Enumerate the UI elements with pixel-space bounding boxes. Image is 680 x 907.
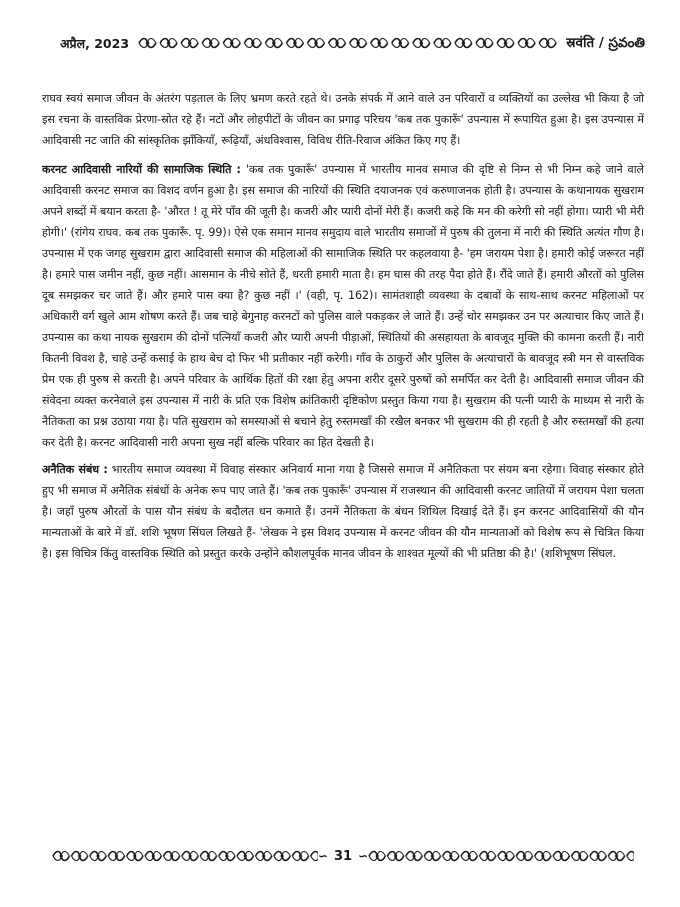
paragraph-immoral-relations (42, 459, 644, 564)
swirl-left-icon: ∽ (317, 849, 328, 863)
issue-date: अप्रैल, 2023 (60, 35, 130, 51)
paragraph-women-status-text: 'कब तक पुकारूँ' उपन्यास में भारतीय मानव समाज की दृष्टि से निम्न से भी निम्न कहे जाने वाले आदिवासी करनट समाज का विशद वर्णन हुआ है। इस समाज की नारियों की स्थिति दयाजनक एवं करुणाजनक होती है। उपन्यास के कथानायक सुखराम अपने शब्दों में बयान करता है- 'औरत ! तू मेरे पाँव की जूती है। कजरी और प्यारी दोनों मेरी हैं। कजरी कहे कि मन की करेगी सो नहीं होगा। प्यारी भी मेरी होगी।' (रांगेय राघव. कब तक पुकारूँ. पृ. 99)। ऐसे एक समान मानव समुदाय वाले भारतीय समाजों में पुरुष की तुलना में नारी की स्थिति अत्यंत गौण है। उपन्यास में एक जगह सुखराम द्वारा आदिवासी समाज की महिलाओं की सामाजिक स्थिति पर कहलवाया है- 'हम जरायम पेशा है। हमारी कोई जरूरत नहीं है। हमारे पास जमीन नहीं, कुछ नहीं। आसमान के नीचे सोते हैं, धरती हमारी माता है। हम घास की तरह पैदा होते हैं। रौंदे जाते हैं। हमारी औरतों को पुलिस दूब समझकर चर जाते हैं। और हमारे पास क्या है? कुछ नहीं ।' (वही, पृ. 162)। सामंतशाही व्यवस्था के दबावों के साथ-साथ करनट महिलाओं पर अधिकारी वर्ग खुले आम शोषण करते हैं। जब चाहे बेगुनाह करनटों को पुलिस वाले पकड़कर ले जाते हैं। उन्हें चोर समझकर उन पर अत्याचार किए जाते हैं। उपन्यास का कथा नायक सुखराम की दोनों पत्नियाँ कजरी और प्यारी अपनी पीड़ाओं, स्थितियों की असहायता के बावजूद मुक्ति की कामना करती हैं। नारी कितनी विवश है, चाहे उन्हें कसाई के हाथ बेच दो फिर भी प्रतीकार नहीं करेगी। गाँव के ठाकुरों और पुलिस के अत्याचारों के बावजूद स्त्री मन से वास्तविक प्रेम एक ही पुरुष से करती है। अपने परिवार के आर्थिक हितों की रक्षा हेतु अपना शरीर दूसरे पुरुषों को समर्पित कर देती है। आदिवासी समाज जीवन की संवेदना व्यक्त करनेवाले इस उपन्यास में नारी के प्रति एक विशेष क्रांतिकारी दृष्टिकोण प्रस्तुत किया गया है। सुखराम की पत्नी प्यारी के माध्यम से नारी के नैतिकता का प्रश्न उठाया गया है। पति सुखराम को समस्याओं से बचाने हेतु रुस्तमखाँ की रखैल बनकर भी सुखराम की ही रहती है और रुस्तमखाँ की हत्या कर देती है। करनट आदिवासी नारी अपना सुख नहीं बल्कि परिवार का हित देखती है। (42, 163, 645, 449)
paragraph-intro: राघव स्वयं समाज जीवन के अंतरंग पड़ताल के लिए भ्रमण करते रहते थे। उनके संपर्क में आने वाले उन परिवारों व व्यक्तियों का उल्लेख भी किया है जो इस रचना के वास्तविक प्रेरणा-स्रोत रहे हैं। नटों और लोहपीटों के जीवन का प्रगाढ़ परिचय 'कब तक पुकारूँ' उपन्यास में रूपायित हुआ है। इस उपन्यास में आदिवासी नट जाति की सांस्कृतिक झाँकियाँ, रूढ़ियाँ, अंधविश्वास, विविध रीति-रिवाज अंकित किए गए हैं। (42, 92, 644, 147)
section-heading-women-status: करनट आदिवासी नारियों की सामाजिक स्थिति : (42, 163, 241, 176)
paragraph-women-status (42, 159, 644, 453)
footer-ornament-left-icon (52, 848, 318, 864)
paragraph-immoral-relations-text: भारतीय समाज व्यवस्था में विवाह संस्कार अनिवार्य माना गया है जिससे समाज में अनैतिकता पर संयम बना रहेगा। विवाह संस्कार होते हुए भी समाज में अनैतिक संबंधों के अनेक रूप पाए जाते हैं। 'कब तक पुकारूँ' उपन्यास में राजस्थान की आदिवासी करनट जातियों में जरायम पेशा चलता है। जहाँ पुरुष औरतों के पास यौन संबंध के बदौलत धन कमाते हैं। उनमें नैतिकता के बंधन शिथिल दिखाई देते हैं। इन करनट आदिवासियों की यौन मान्यताओं के बारे में डॉ. शशि भूषण सिंघल लिखते हैं- 'लेखक ने इस विशद उपन्यास में करनट जीवन की यौन मान्यताओं को विशेष रूप से चित्रित किया है। इस विचित्र किंतु वास्तविक स्थिति को प्रस्तुत करके उन्होंने कौशलपूर्वक मानव जीवन के शाश्वत मूल्यों की भी प्रतिष्ठा की है।' (शशिभूषण सिंघल. (42, 463, 644, 560)
page-header (40, 32, 645, 54)
swirl-right-icon: ∽ (358, 849, 369, 863)
article-body (42, 88, 644, 570)
journal-title: स्रवंति / స్రవంతి (566, 34, 645, 51)
header-ornament-icon (137, 35, 558, 51)
page-footer (52, 846, 634, 866)
page-number: 31 (333, 848, 353, 864)
section-heading-immoral-relations: अनैतिक संबंध : (42, 463, 108, 476)
footer-ornament-right-icon (368, 848, 634, 864)
